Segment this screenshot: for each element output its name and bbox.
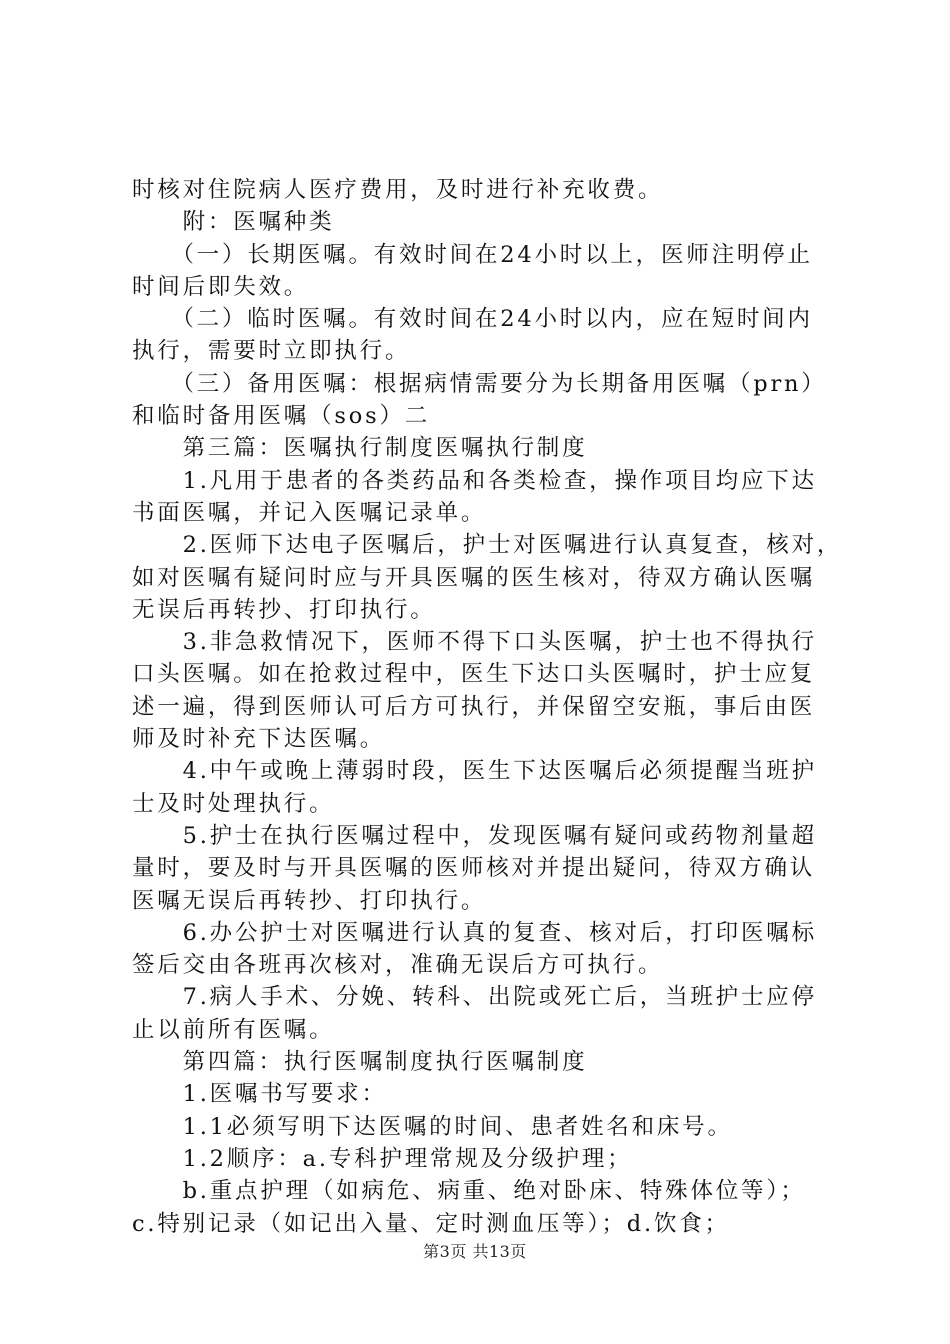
text-line: 和临时备用医嘱（sos）二 [132, 403, 431, 430]
text-line: 附：医嘱种类 [132, 209, 335, 236]
section-heading: 第三篇：医嘱执行制度医嘱执行制度 [132, 435, 588, 462]
text-line: 时间后即失效。 [132, 273, 310, 300]
text-line: 5.护士在执行医嘱过程中，发现医嘱有疑问或药物剂量超 [132, 822, 817, 849]
text-line: 3.非急救情况下，医师不得下口头医嘱，护士也不得执行 [132, 629, 817, 656]
text-line: 书面医嘱，并记入医嘱记录单。 [132, 499, 487, 526]
text-line: 1.凡用于患者的各类药品和各类检查，操作项目均应下达 [132, 467, 817, 494]
section-heading: 第四篇：执行医嘱制度执行医嘱制度 [132, 1049, 588, 1076]
text-line: 7.病人手术、分娩、转科、出院或死亡后，当班护士应停 [132, 984, 817, 1011]
text-line: 2.医师下达电子医嘱后，护士对医嘱进行认真复查，核对， [132, 532, 843, 559]
text-line: 执行，需要时立即执行。 [132, 338, 411, 365]
text-line: 士及时处理执行。 [132, 790, 335, 817]
text-line: 时核对住院病人医疗费用，及时进行补充收费。 [132, 177, 664, 203]
text-line: 6.办公护士对医嘱进行认真的复查、核对后，打印医嘱标 [132, 919, 817, 946]
text-line: 量时，要及时与开具医嘱的医师核对并提出疑问，待双方确认 [132, 855, 816, 882]
text-line: 1.2顺序：a.专科护理常规及分级护理； [132, 1145, 633, 1172]
text-line: （二）临时医嘱。有效时间在24小时以内，应在短时间内 [132, 306, 813, 333]
text-line: 医嘱无误后再转抄、打印执行。 [132, 887, 487, 914]
text-line: 1.医嘱书写要求： [132, 1081, 387, 1108]
document-body [132, 174, 843, 1240]
text-line: 止以前所有医嘱。 [132, 1016, 335, 1043]
text-line: 述一遍，得到医师认可后方可执行，并保留空安瓶，事后由医 [132, 693, 816, 720]
text-line: 师及时补充下达医嘱。 [132, 726, 386, 753]
text-line: 1.1必须写明下达医嘱的时间、患者姓名和床号。 [132, 1113, 733, 1140]
text-line: 4.中午或晚上薄弱时段，医生下达医嘱后必须提醒当班护 [132, 758, 817, 785]
text-line: b.重点护理（如病危、病重、绝对卧床、特殊体位等）； [132, 1178, 806, 1205]
text-line: 口头医嘱。如在抢救过程中，医生下达口头医嘱时，护士应复 [132, 661, 816, 688]
page-number-footer: 第3页 共13页 [423, 1242, 527, 1261]
text-line: 签后交由各班再次核对，准确无误后方可执行。 [132, 952, 664, 979]
text-line: 无误后再转抄、打印执行。 [132, 596, 436, 623]
text-line: 如对医嘱有疑问时应与开具医嘱的医生核对，待双方确认医嘱 [132, 564, 816, 591]
text-line: （一）长期医嘱。有效时间在24小时以上，医师注明停止 [132, 241, 813, 268]
text-line: c.特别记录（如记出入量、定时测血压等）；d.饮食； [132, 1210, 730, 1237]
text-line: （三）备用医嘱：根据病情需要分为长期备用医嘱（prn） [132, 370, 827, 397]
